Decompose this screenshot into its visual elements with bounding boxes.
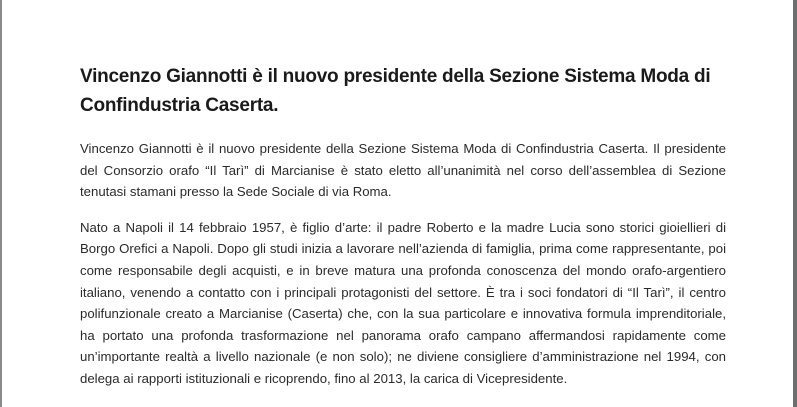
page-right-edge xyxy=(793,0,797,407)
article-paragraph-intro: Vincenzo Giannotti è il nuovo presidente della Sezione Sistema Moda di Confindustria Caserta. Il presidente del Consorzio orafo “Il Tarì” di Marcianise è stato eletto all’unanimità nel corso dell’assemblea di Sezione tenutasi stamani presso la Sede Sociale di via Roma. xyxy=(80,141,726,200)
article-body xyxy=(80,62,726,390)
page-left-edge xyxy=(0,0,2,407)
article-headline: Vincenzo Giannotti è il nuovo presidente della Sezione Sistema Moda di Confindustria Caserta. xyxy=(80,66,711,116)
article-paragraph-biography: Nato a Napoli il 14 febbraio 1957, è figlio d’arte: il padre Roberto e la madre Lucia sono storici gioiellieri di Borgo Orefici a Napoli. Dopo gli studi inizia a lavorare nell’azienda di famiglia, prima come rappresentante, poi come responsabile degli acquisti, e in breve matura una profonda conoscenza del mondo orafo-argentiero italiano, venendo a contatto con i principali protagonisti del settore. È tra i soci fondatori di “Il Tarì”, il centro polifunzionale creato a Marcianise (Caserta) che, con la sua particolare e innovativa formula imprenditoriale, ha portato una profonda trasformazione nel panorama orafo campano affermandosi rapidamente come un’importante realtà a livello nazionale (e non solo); ne diviene consigliere d’amministrazione nel 1994, con delega ai rapporti istituzionali e ricoprendo, fino al 2013, la carica di Vicepresidente. xyxy=(80,219,726,386)
